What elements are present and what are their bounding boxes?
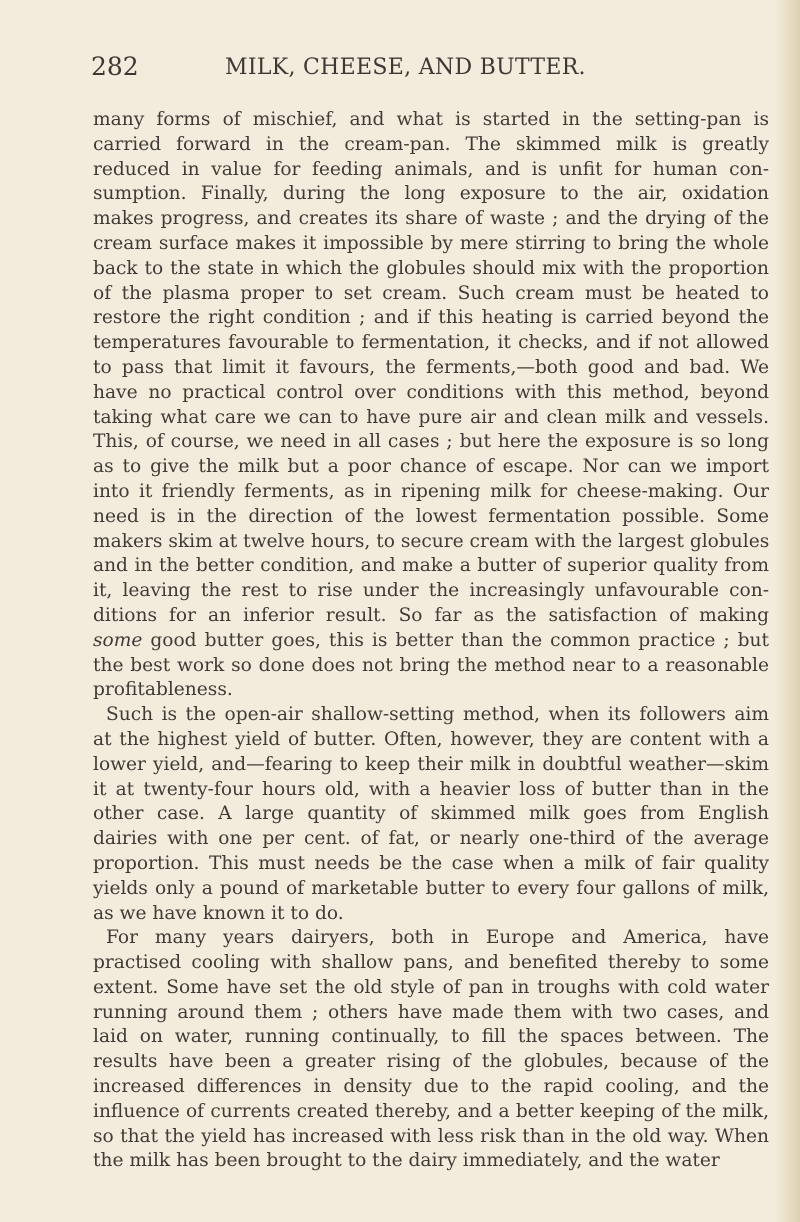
text-line: laid on water, running continually, to fill the spaces between. The (93, 1026, 769, 1048)
text-line: the best work so done does not bring the method near to a reasonable (93, 654, 769, 676)
text-line: reduced in value for feeding animals, and is unfit for human con- (93, 158, 769, 180)
text-line: Such is the open-air shallow-setting method, when its followers aim (106, 704, 769, 726)
text-line: as to give the milk but a poor chance of escape. Nor can we import (93, 456, 769, 478)
text-line: proportion. This must needs be the case when a milk of fair quality (93, 852, 769, 874)
text-line: at the highest yield of butter. Often, however, they are content with a (93, 728, 769, 750)
text-line: other case. A large quantity of skimmed milk goes from English (93, 803, 769, 825)
text-line: lower yield, and—fearing to keep their milk in doubtful weather—skim (93, 753, 769, 775)
text-line: cream surface makes it impossible by mere stirring to bring the whole (93, 232, 769, 254)
paragraph (93, 926, 769, 1174)
text-line: as we have known it to do. (93, 902, 344, 924)
text-line: and in the better condition, and make a butter of superior quality from (93, 555, 769, 577)
paragraph (93, 108, 769, 703)
text-line: it, leaving the rest to rise under the increasingly unfavourable con- (93, 580, 769, 602)
page-edge-shadow (774, 0, 800, 1222)
text-line: ditions for an inferior result. So far as the satisfaction of making (93, 604, 769, 626)
text-line: makers skim at twelve hours, to secure cream with the largest globules (93, 530, 770, 552)
text-line: have no practical control over conditions with this method, beyond (93, 381, 769, 403)
text-line: restore the right condition ; and if this heating is carried beyond the (93, 307, 769, 329)
text-line: yields only a pound of marketable butter to every four gallons of milk, (93, 877, 769, 899)
text-line: back to the state in which the globules should mix with the proportion (93, 257, 769, 279)
paragraph (93, 703, 769, 926)
text-line: increased differences in density due to the rapid cooling, and the (93, 1076, 769, 1098)
text-line: practised cooling with shallow pans, and benefited thereby to some (93, 952, 769, 974)
emphasis-word: some (93, 629, 143, 651)
running-title: MILK, CHEESE, AND BUTTER. (225, 55, 586, 80)
text-line: of the plasma proper to set cream. Such cream must be heated to (93, 282, 769, 304)
text-line: dairies with one per cent. of fat, or nearly one-third of the average (93, 828, 769, 850)
text-line: profitableness. (93, 679, 233, 701)
text-line: into it friendly ferments, as in ripening milk for cheese-making. Our (93, 480, 769, 502)
text-line: many forms of mischief, and what is started in the setting-pan is (93, 109, 769, 130)
page-number: 282 (91, 52, 139, 81)
text-line: For many years dairyers, both in Europe and America, have (106, 927, 769, 949)
text-line: need is in the direction of the lowest fermentation possible. Some (93, 505, 769, 527)
text-line: running around them ; others have made them with two cases, and (93, 1001, 769, 1023)
text-line: temperatures favourable to fermentation, it checks, and if not allowed (93, 332, 769, 354)
text-line: so that the yield has increased with less risk than in the old way. When (93, 1125, 769, 1147)
text-line: taking what care we can to have pure air and clean milk and vessels. (93, 406, 769, 428)
text-line: some good butter goes, this is better than the common practice ; but (93, 629, 769, 651)
text-line: sumption. Finally, during the long exposure to the air, oxidation (93, 183, 769, 205)
text-line: to pass that limit it favours, the ferments,—both good and bad. We (93, 356, 769, 378)
text-line: carried forward in the cream-pan. The skimmed milk is greatly (93, 133, 769, 155)
text-line: the milk has been brought to the dairy immediately, and the water (93, 1150, 720, 1172)
page-header (91, 52, 771, 92)
text-line: influence of currents created thereby, and a better keeping of the milk, (93, 1100, 769, 1122)
text-line: makes progress, and creates its share of waste ; and the drying of the (93, 208, 769, 230)
text-line: This, of course, we need in all cases ; but here the exposure is so long (93, 431, 769, 453)
text-line: results have been a greater rising of the globules, because of the (93, 1051, 769, 1073)
body-text (93, 108, 769, 1174)
text-line: extent. Some have set the old style of pan in troughs with cold water (93, 976, 769, 998)
text-line: it at twenty-four hours old, with a heavier loss of butter than in the (93, 778, 769, 800)
